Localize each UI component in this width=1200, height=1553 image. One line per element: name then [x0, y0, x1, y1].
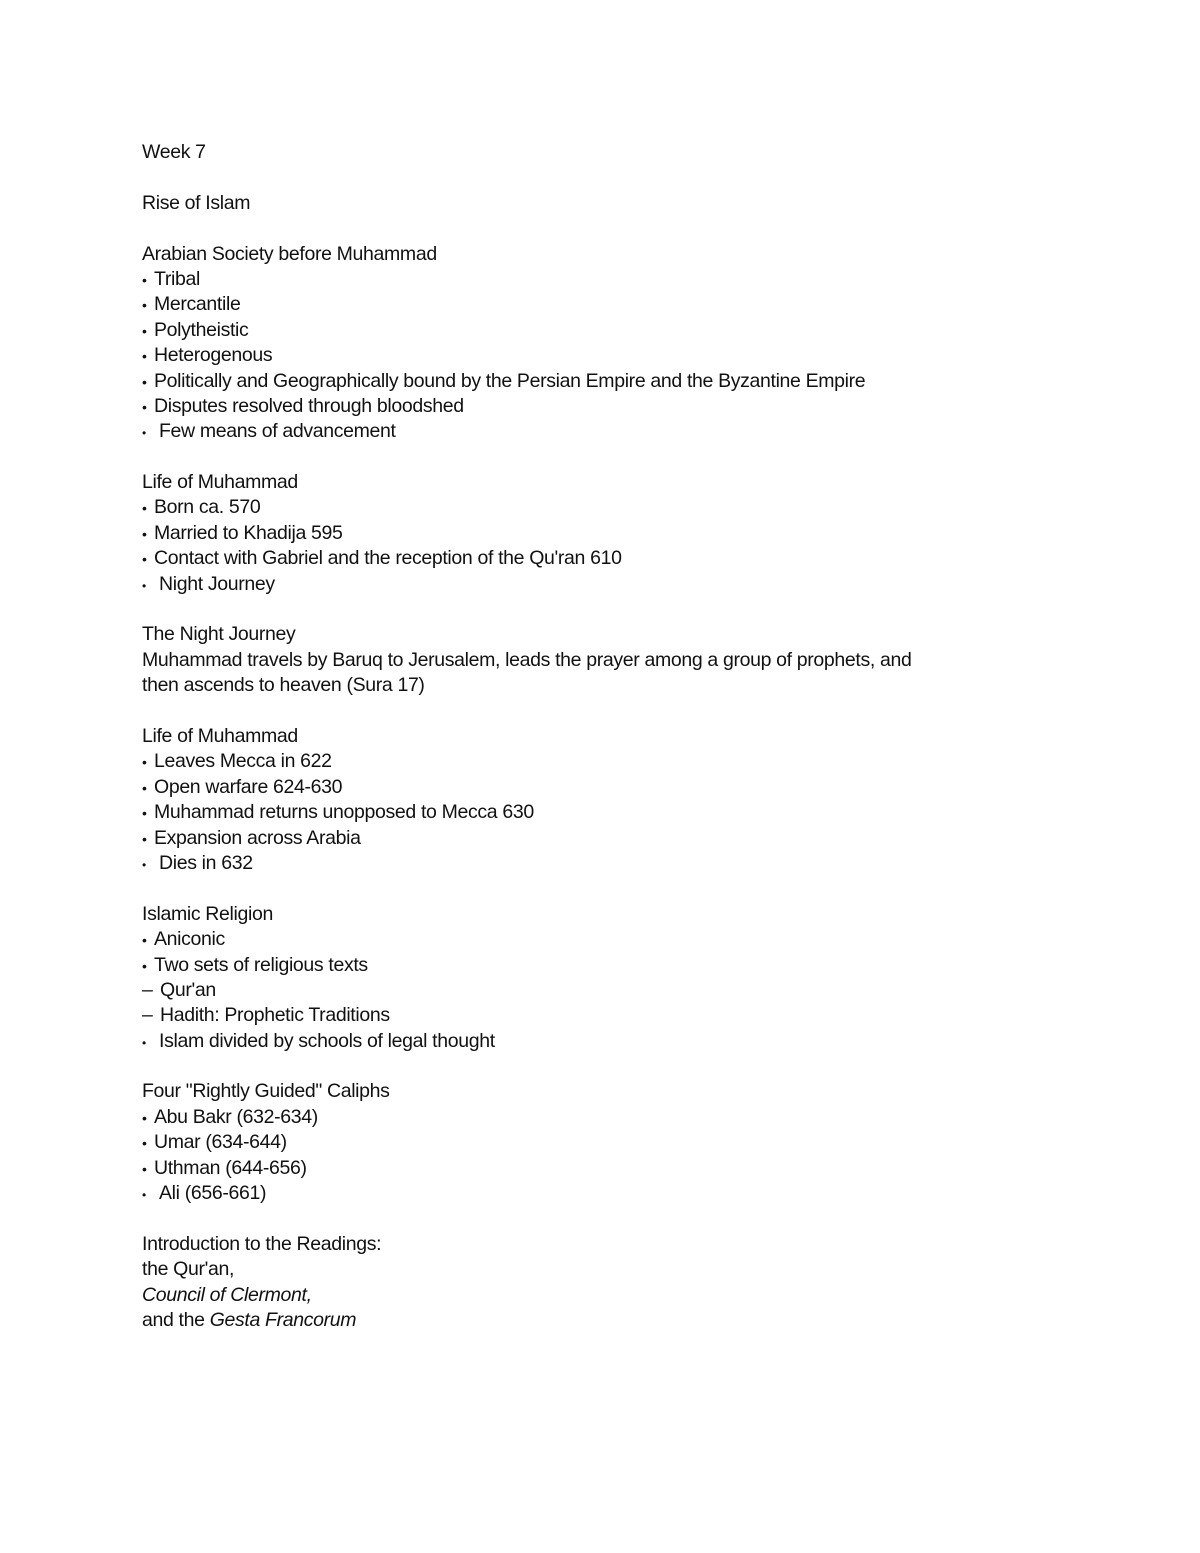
- topic-title: Rise of Islam: [142, 191, 251, 214]
- bullet-icon: •: [142, 1035, 146, 1050]
- list-item: • Expansion across Arabia: [142, 826, 1142, 851]
- reading-item: the Qur'an,: [142, 1258, 235, 1281]
- list-item: • Muhammad returns unopposed to Mecca 630: [142, 800, 1142, 825]
- spacer: [142, 165, 1142, 190]
- bullet-icon: •: [142, 271, 147, 288]
- bullet-icon: •: [142, 426, 146, 441]
- reading-item: [142, 1308, 1142, 1333]
- section-heading-life-of-muhammad-2: Life of Muhammad: [142, 724, 298, 747]
- spacer: [142, 445, 1142, 470]
- bullet-icon: •: [142, 932, 147, 949]
- paragraph-line: Muhammad travels by Baruq to Jerusalem, leads the prayer among a group of prophets, and: [142, 648, 912, 671]
- section-heading-night-journey: The Night Journey: [142, 623, 296, 646]
- dash-icon: –: [142, 1004, 153, 1027]
- list-item: • Born ca. 570: [142, 495, 1142, 520]
- bullet-icon: •: [142, 297, 147, 314]
- sub-list-item: – Qur'an: [142, 978, 1142, 1003]
- list-item: • Disputes resolved through bloodshed: [142, 394, 1142, 419]
- sub-list-item: – Hadith: Prophetic Traditions: [142, 1003, 1142, 1028]
- list-item: • Heterogenous: [142, 343, 1142, 368]
- bullet-icon: •: [142, 500, 147, 517]
- list-item: • Uthman (644-656): [142, 1156, 1142, 1181]
- list-item: • Polytheistic: [142, 318, 1142, 343]
- list-item: • Umar (634-644): [142, 1130, 1142, 1155]
- list-item: • Leaves Mecca in 622: [142, 749, 1142, 774]
- bullet-icon: •: [142, 398, 147, 415]
- spacer: [142, 1206, 1142, 1231]
- bullet-icon: •: [142, 857, 146, 872]
- bullet-icon: •: [142, 348, 147, 365]
- bullet-icon: •: [142, 1160, 147, 1177]
- list-item: • Islam divided by schools of legal thought: [142, 1029, 1142, 1054]
- bullet-icon: •: [142, 551, 147, 568]
- section-heading-arabian-society: Arabian Society before Muhammad: [142, 242, 437, 265]
- spacer: [142, 597, 1142, 622]
- bullet-icon: •: [142, 1188, 146, 1203]
- spacer: [142, 216, 1142, 241]
- list-item: • Two sets of religious texts: [142, 953, 1142, 978]
- section-heading-readings: Introduction to the Readings:: [142, 1232, 382, 1255]
- bullet-icon: •: [142, 805, 147, 822]
- bullet-icon: •: [142, 830, 147, 847]
- bullet-icon: •: [142, 1109, 147, 1126]
- week-label: Week 7: [142, 141, 206, 163]
- list-item: • Open warfare 624-630: [142, 775, 1142, 800]
- dash-icon: –: [142, 978, 153, 1001]
- paragraph-line: then ascends to heaven (Sura 17): [142, 674, 425, 697]
- reading-item-italic: Council of Clermont,: [142, 1283, 312, 1306]
- list-item: • Politically and Geographically bound by the Persian Empire and the Byzantine Empire: [142, 369, 1142, 394]
- list-item: • Aniconic: [142, 927, 1142, 952]
- bullet-icon: •: [142, 957, 147, 974]
- bullet-icon: •: [142, 373, 147, 390]
- list-item: • Mercantile: [142, 292, 1142, 317]
- list-item: • Few means of advancement: [142, 419, 1142, 444]
- bullet-icon: •: [142, 754, 147, 771]
- spacer: [142, 876, 1142, 901]
- list-item: • Contact with Gabriel and the reception of the Qu'ran 610: [142, 546, 1142, 571]
- bullet-icon: •: [142, 779, 147, 796]
- list-item: • Night Journey: [142, 572, 1142, 597]
- bullet-icon: •: [142, 578, 146, 593]
- document-page: [142, 140, 1142, 1333]
- list-item: • Tribal: [142, 267, 1142, 292]
- spacer: [142, 699, 1142, 724]
- bullet-icon: •: [142, 322, 147, 339]
- spacer: [142, 1054, 1142, 1079]
- reading-title-italic: Gesta Francorum: [209, 1308, 357, 1331]
- list-item: • Ali (656-661): [142, 1181, 1142, 1206]
- reading-prefix: and the: [142, 1308, 210, 1331]
- section-heading-life-of-muhammad: Life of Muhammad: [142, 471, 298, 494]
- list-item: • Dies in 632: [142, 851, 1142, 876]
- bullet-icon: •: [142, 1135, 147, 1152]
- list-item: • Married to Khadija 595: [142, 521, 1142, 546]
- list-item: • Abu Bakr (632-634): [142, 1105, 1142, 1130]
- section-heading-islamic-religion: Islamic Religion: [142, 902, 273, 925]
- section-heading-caliphs: Four "Rightly Guided" Caliphs: [142, 1080, 390, 1103]
- bullet-icon: •: [142, 525, 147, 542]
